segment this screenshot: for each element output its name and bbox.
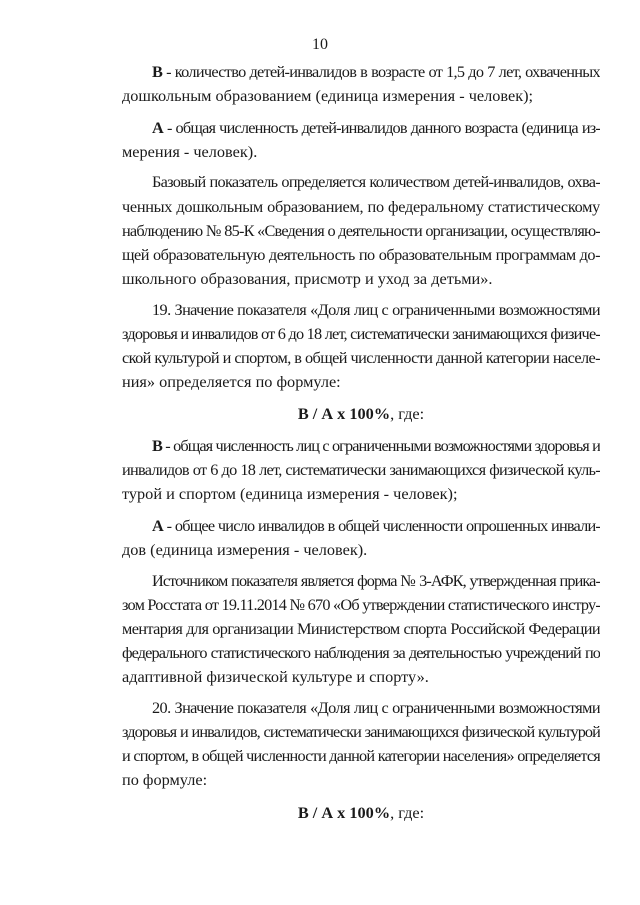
text-line: [122, 372, 600, 392]
text-segment: - общее число инвалидов в общей численности опрошенных инвали-: [162, 516, 600, 535]
text-line: [122, 142, 600, 162]
text-segment: здоровья и инвалидов от 6 до 18 лет, систематически занимающихся физиче-: [122, 324, 600, 343]
text-segment: ментария для организации Министерством спорта Российской Федерации: [122, 619, 600, 638]
text-segment: инвалидов от 6 до 18 лет, систематически занимающихся физической куль-: [122, 460, 600, 479]
text-line: [152, 62, 600, 82]
text-line: [122, 722, 600, 742]
text-line: [122, 643, 600, 663]
text-line: [122, 245, 600, 265]
text-segment: ния» определяется по формуле:: [122, 372, 341, 391]
page-number: 10: [312, 36, 328, 53]
text-line: [122, 595, 600, 615]
variable-label: А: [152, 516, 163, 535]
text-segment: щей образовательную деятельность по образовательным программам до-: [122, 245, 600, 264]
text-segment: и спортом, в общей численности данной категории населения» определяется: [122, 746, 600, 765]
formula-expression: В / А x 100%: [297, 803, 391, 822]
text-line: [122, 770, 600, 790]
text-line: [152, 698, 600, 718]
text-line: [122, 540, 600, 560]
text-segment: ской культурой и спортом, в общей численности данной категории населе-: [122, 348, 600, 367]
text-line: [122, 324, 600, 344]
text-line: [122, 269, 600, 289]
text-line: [152, 571, 600, 591]
text-segment: школьного образования, присмотр и уход за детьми».: [122, 269, 493, 288]
text-segment: ченных дошкольным образованием, по федеральному статистическому: [122, 197, 600, 216]
text-segment: 19. Значение показателя «Доля лиц с ограниченными возможностями: [152, 300, 600, 319]
text-segment: - общая численность детей-инвалидов данного возраста (единица из-: [162, 118, 600, 137]
text-segment: федерального статистического наблюдения за деятельностью учреждений по: [122, 643, 600, 662]
text-segment: дов (единица измерения - человек).: [122, 540, 368, 559]
formula-suffix: , где:: [390, 803, 425, 822]
text-line: [122, 460, 600, 480]
text-line: [122, 348, 600, 368]
text-line: [122, 86, 600, 106]
variable-label: А: [152, 118, 163, 137]
text-line: [122, 619, 600, 639]
text-line: [152, 118, 600, 138]
text-segment: дошкольным образованием (единица измерения - человек);: [122, 86, 534, 105]
text-line: [152, 300, 600, 320]
text-segment: наблюдению № 85-К «Сведения о деятельности организации, осуществляю-: [122, 221, 600, 240]
text-segment: адаптивной физической культуре и спорту».: [122, 667, 429, 686]
formula-suffix: , где:: [390, 404, 425, 423]
text-line: [152, 172, 600, 192]
text-segment: 20. Значение показателя «Доля лиц с ограниченными возможностями: [152, 698, 600, 717]
text-line: [122, 221, 600, 241]
text-segment: здоровья и инвалидов, систематически занимающихся физической культурой: [122, 722, 600, 741]
formula: [122, 803, 600, 823]
text-segment: Базовый показатель определяется количеством детей-инвалидов, охва-: [152, 172, 600, 191]
text-line: [122, 667, 600, 687]
formula-expression: В / А x 100%: [297, 404, 391, 423]
text-segment: мерения - человек).: [122, 142, 258, 161]
text-line: [152, 516, 600, 536]
text-segment: - количество детей-инвалидов в возрасте от 1,5 до 7 лет, охваченных: [162, 62, 600, 81]
text-line: [122, 197, 600, 217]
text-line: [122, 746, 600, 766]
variable-label: В: [152, 436, 162, 455]
text-segment: Источником показателя является форма № 3-АФК, утвержденная прика-: [152, 571, 600, 590]
variable-label: В: [152, 62, 163, 81]
text-segment: - общая численность лиц с ограниченными возможностями здоровья и: [161, 436, 600, 455]
text-line: [152, 436, 600, 456]
text-line: [122, 484, 600, 504]
text-segment: зом Росстата от 19.11.2014 № 670 «Об утверждении статистического инстру-: [122, 595, 600, 614]
formula: [122, 404, 600, 424]
text-segment: турой и спортом (единица измерения - человек);: [122, 484, 458, 503]
text-segment: по формуле:: [122, 770, 208, 789]
